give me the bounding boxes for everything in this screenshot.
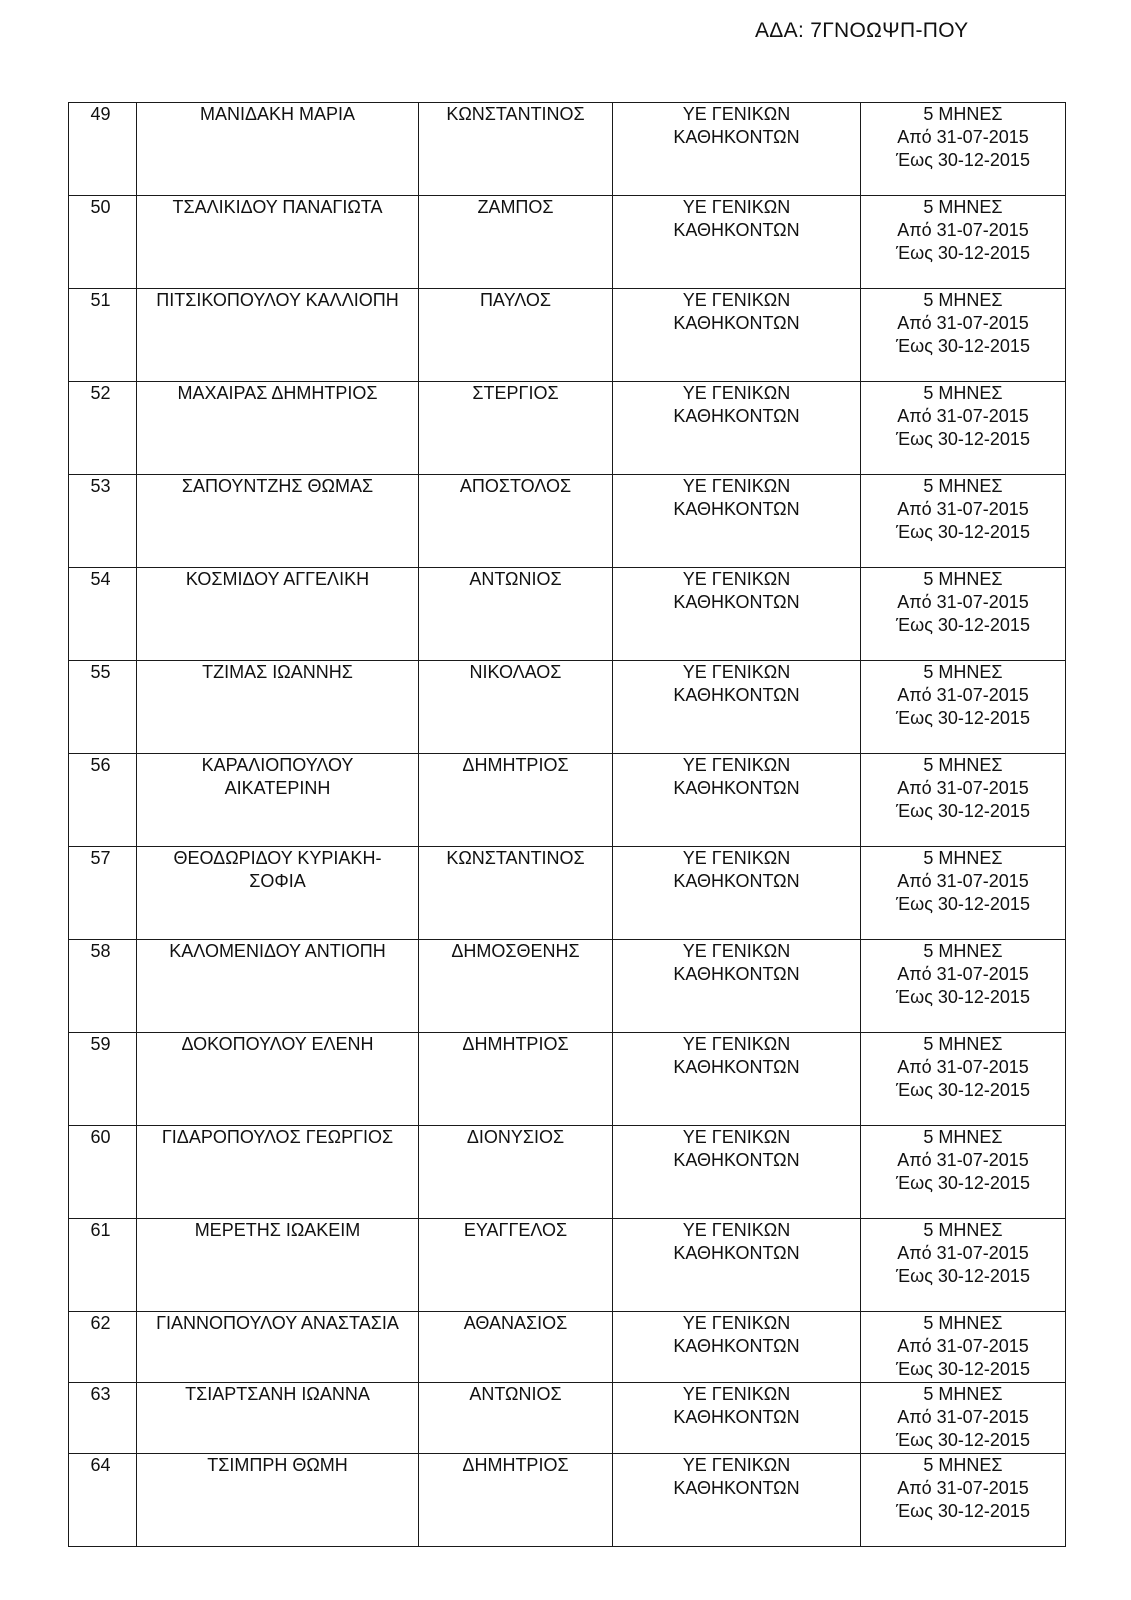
contract-start: Από 31-07-2015 bbox=[897, 1243, 1029, 1263]
specialty bbox=[613, 1219, 861, 1312]
contract-period bbox=[861, 1454, 1066, 1547]
row-number bbox=[69, 940, 137, 1033]
contract-duration: 5 ΜΗΝΕΣ bbox=[923, 383, 1003, 403]
specialty-line-1: ΥΕ ΓΕΝΙΚΩΝ bbox=[682, 290, 791, 310]
contract-period bbox=[861, 1219, 1066, 1312]
specialty bbox=[613, 847, 861, 940]
father-name-text: ΑΝΤΩΝΙΟΣ bbox=[469, 1384, 562, 1404]
contract-duration: 5 ΜΗΝΕΣ bbox=[923, 1384, 1003, 1404]
table-row bbox=[69, 1126, 1066, 1219]
row-number-text: 58 bbox=[90, 941, 111, 961]
specialty bbox=[613, 1033, 861, 1126]
employee-name bbox=[137, 103, 419, 196]
specialty-line-2: ΚΑΘΗΚΟΝΤΩΝ bbox=[673, 406, 800, 426]
father-name-text: ΔΗΜΟΣΘΕΝΗΣ bbox=[451, 941, 580, 961]
father-name bbox=[419, 196, 613, 289]
contract-start: Από 31-07-2015 bbox=[897, 871, 1029, 891]
father-name bbox=[419, 1383, 613, 1454]
contract-period bbox=[861, 1033, 1066, 1126]
specialty-line-1: ΥΕ ΓΕΝΙΚΩΝ bbox=[682, 662, 791, 682]
contract-period bbox=[861, 940, 1066, 1033]
contract-end: Έως 30-12-2015 bbox=[896, 801, 1030, 821]
specialty-line-1: ΥΕ ΓΕΝΙΚΩΝ bbox=[682, 848, 791, 868]
father-name-text: ΣΤΕΡΓΙΟΣ bbox=[472, 383, 559, 403]
contract-duration: 5 ΜΗΝΕΣ bbox=[923, 1034, 1003, 1054]
contract-period bbox=[861, 661, 1066, 754]
row-number-text: 52 bbox=[90, 383, 111, 403]
employee-name-text: ΤΣΙΜΠΡΗ ΘΩΜΗ bbox=[207, 1455, 348, 1475]
row-number bbox=[69, 382, 137, 475]
specialty-line-1: ΥΕ ΓΕΝΙΚΩΝ bbox=[682, 104, 791, 124]
specialty-line-2: ΚΑΘΗΚΟΝΤΩΝ bbox=[673, 127, 800, 147]
row-number bbox=[69, 1312, 137, 1383]
employee-name bbox=[137, 1454, 419, 1547]
contract-period bbox=[861, 847, 1066, 940]
specialty bbox=[613, 1312, 861, 1383]
employee-name-text: ΚΟΣΜΙΔΟΥ ΑΓΓΕΛΙΚΗ bbox=[185, 569, 370, 589]
table-row bbox=[69, 1312, 1066, 1383]
contract-start: Από 31-07-2015 bbox=[897, 778, 1029, 798]
contract-end: Έως 30-12-2015 bbox=[896, 429, 1030, 449]
employee-name bbox=[137, 196, 419, 289]
specialty-line-2: ΚΑΘΗΚΟΝΤΩΝ bbox=[673, 220, 800, 240]
contract-end: Έως 30-12-2015 bbox=[896, 708, 1030, 728]
specialty bbox=[613, 940, 861, 1033]
specialty-line-2: ΚΑΘΗΚΟΝΤΩΝ bbox=[673, 1336, 800, 1356]
contract-period bbox=[861, 382, 1066, 475]
contract-duration: 5 ΜΗΝΕΣ bbox=[923, 1127, 1003, 1147]
father-name-text: ΖΑΜΠΟΣ bbox=[477, 197, 554, 217]
specialty-line-2: ΚΑΘΗΚΟΝΤΩΝ bbox=[673, 313, 800, 333]
specialty bbox=[613, 1126, 861, 1219]
employee-name-text: ΚΑΛΟΜΕΝΙΔΟΥ ΑΝΤΙΟΠΗ bbox=[169, 941, 386, 961]
contract-duration: 5 ΜΗΝΕΣ bbox=[923, 197, 1003, 217]
specialty-line-1: ΥΕ ΓΕΝΙΚΩΝ bbox=[682, 383, 791, 403]
row-number bbox=[69, 847, 137, 940]
employee-table bbox=[68, 102, 1066, 1547]
contract-end: Έως 30-12-2015 bbox=[896, 150, 1030, 170]
employee-name-text: ΚΑΡΑΛΙΟΠΟΥΛΟΥ ΑΙΚΑΤΕΡΙΝΗ bbox=[201, 755, 354, 798]
father-name bbox=[419, 1219, 613, 1312]
table-row bbox=[69, 1033, 1066, 1126]
contract-end: Έως 30-12-2015 bbox=[896, 243, 1030, 263]
employee-name-text: ΠΙΤΣΙΚΟΠΟΥΛΟΥ ΚΑΛΛΙΟΠΗ bbox=[156, 290, 399, 310]
father-name-text: ΕΥΑΓΓΕΛΟΣ bbox=[463, 1220, 568, 1240]
specialty-line-1: ΥΕ ΓΕΝΙΚΩΝ bbox=[682, 1384, 791, 1404]
employee-name bbox=[137, 475, 419, 568]
specialty-line-2: ΚΑΘΗΚΟΝΤΩΝ bbox=[673, 1407, 800, 1427]
contract-duration: 5 ΜΗΝΕΣ bbox=[923, 104, 1003, 124]
father-name bbox=[419, 1312, 613, 1383]
specialty-line-1: ΥΕ ΓΕΝΙΚΩΝ bbox=[682, 569, 791, 589]
specialty-line-2: ΚΑΘΗΚΟΝΤΩΝ bbox=[673, 592, 800, 612]
employee-name-text: ΜΑΧΑΙΡΑΣ ΔΗΜΗΤΡΙΟΣ bbox=[177, 383, 378, 403]
contract-duration: 5 ΜΗΝΕΣ bbox=[923, 476, 1003, 496]
employee-name-text: ΣΑΠΟΥΝΤΖΗΣ ΘΩΜΑΣ bbox=[181, 476, 374, 496]
table-row bbox=[69, 661, 1066, 754]
table-row bbox=[69, 568, 1066, 661]
father-name bbox=[419, 289, 613, 382]
row-number bbox=[69, 1219, 137, 1312]
contract-start: Από 31-07-2015 bbox=[897, 1478, 1029, 1498]
contract-period bbox=[861, 1383, 1066, 1454]
contract-duration: 5 ΜΗΝΕΣ bbox=[923, 569, 1003, 589]
table-row bbox=[69, 1219, 1066, 1312]
contract-start: Από 31-07-2015 bbox=[897, 406, 1029, 426]
contract-end: Έως 30-12-2015 bbox=[896, 1359, 1030, 1379]
contract-end: Έως 30-12-2015 bbox=[896, 987, 1030, 1007]
specialty bbox=[613, 1454, 861, 1547]
contract-period bbox=[861, 568, 1066, 661]
contract-start: Από 31-07-2015 bbox=[897, 1150, 1029, 1170]
specialty-line-2: ΚΑΘΗΚΟΝΤΩΝ bbox=[673, 1057, 800, 1077]
row-number-text: 57 bbox=[90, 848, 111, 868]
contract-duration: 5 ΜΗΝΕΣ bbox=[923, 662, 1003, 682]
specialty-line-1: ΥΕ ΓΕΝΙΚΩΝ bbox=[682, 1220, 791, 1240]
row-number-text: 59 bbox=[90, 1034, 111, 1054]
contract-start: Από 31-07-2015 bbox=[897, 964, 1029, 984]
specialty-line-1: ΥΕ ΓΕΝΙΚΩΝ bbox=[682, 1313, 791, 1333]
specialty-line-2: ΚΑΘΗΚΟΝΤΩΝ bbox=[673, 685, 800, 705]
specialty bbox=[613, 1383, 861, 1454]
contract-end: Έως 30-12-2015 bbox=[896, 1430, 1030, 1450]
employee-name bbox=[137, 568, 419, 661]
employee-name bbox=[137, 1312, 419, 1383]
row-number bbox=[69, 568, 137, 661]
father-name-text: ΑΝΤΩΝΙΟΣ bbox=[469, 569, 562, 589]
specialty-line-1: ΥΕ ΓΕΝΙΚΩΝ bbox=[682, 1127, 791, 1147]
contract-period bbox=[861, 475, 1066, 568]
father-name bbox=[419, 103, 613, 196]
employee-name bbox=[137, 754, 419, 847]
table-row bbox=[69, 1383, 1066, 1454]
specialty-line-1: ΥΕ ΓΕΝΙΚΩΝ bbox=[682, 476, 791, 496]
row-number-text: 53 bbox=[90, 476, 111, 496]
contract-duration: 5 ΜΗΝΕΣ bbox=[923, 290, 1003, 310]
row-number bbox=[69, 1383, 137, 1454]
table-row bbox=[69, 382, 1066, 475]
employee-name-text: ΜΑΝΙΔΑΚΗ ΜΑΡΙΑ bbox=[199, 104, 356, 124]
contract-start: Από 31-07-2015 bbox=[897, 1336, 1029, 1356]
row-number-text: 56 bbox=[90, 755, 111, 775]
contract-end: Έως 30-12-2015 bbox=[896, 522, 1030, 542]
employee-name-text: ΓΙΔΑΡΟΠΟΥΛΟΣ ΓΕΩΡΓΙΟΣ bbox=[161, 1127, 394, 1147]
contract-duration: 5 ΜΗΝΕΣ bbox=[923, 941, 1003, 961]
contract-period bbox=[861, 289, 1066, 382]
row-number-text: 64 bbox=[90, 1455, 111, 1475]
contract-end: Έως 30-12-2015 bbox=[896, 1266, 1030, 1286]
specialty bbox=[613, 475, 861, 568]
row-number-text: 54 bbox=[90, 569, 111, 589]
row-number bbox=[69, 289, 137, 382]
employee-name-text: ΤΣΙΑΡΤΣΑΝΗ ΙΩΑΝΝΑ bbox=[185, 1384, 370, 1404]
father-name-text: ΚΩΝΣΤΑΝΤΙΝΟΣ bbox=[446, 104, 585, 124]
row-number-text: 50 bbox=[90, 197, 111, 217]
row-number-text: 49 bbox=[90, 104, 111, 124]
specialty bbox=[613, 754, 861, 847]
employee-name bbox=[137, 661, 419, 754]
contract-period bbox=[861, 103, 1066, 196]
specialty-line-1: ΥΕ ΓΕΝΙΚΩΝ bbox=[682, 1455, 791, 1475]
father-name bbox=[419, 1126, 613, 1219]
table-row bbox=[69, 847, 1066, 940]
table-row bbox=[69, 103, 1066, 196]
specialty-line-1: ΥΕ ΓΕΝΙΚΩΝ bbox=[682, 197, 791, 217]
row-number bbox=[69, 1454, 137, 1547]
contract-start: Από 31-07-2015 bbox=[897, 685, 1029, 705]
row-number-text: 51 bbox=[90, 290, 111, 310]
father-name-text: ΑΘΑΝΑΣΙΟΣ bbox=[463, 1313, 568, 1333]
employee-name-text: ΓΙΑΝΝΟΠΟΥΛΟΥ ΑΝΑΣΤΑΣΙΑ bbox=[156, 1313, 399, 1333]
row-number bbox=[69, 475, 137, 568]
father-name bbox=[419, 940, 613, 1033]
father-name-text: ΠΑΥΛΟΣ bbox=[479, 290, 552, 310]
row-number bbox=[69, 1126, 137, 1219]
father-name-text: ΔΙΟΝΥΣΙΟΣ bbox=[466, 1127, 565, 1147]
contract-duration: 5 ΜΗΝΕΣ bbox=[923, 1313, 1003, 1333]
row-number bbox=[69, 754, 137, 847]
contract-start: Από 31-07-2015 bbox=[897, 1407, 1029, 1427]
employee-name bbox=[137, 1383, 419, 1454]
father-name bbox=[419, 754, 613, 847]
father-name bbox=[419, 847, 613, 940]
specialty-line-2: ΚΑΘΗΚΟΝΤΩΝ bbox=[673, 1150, 800, 1170]
contract-end: Έως 30-12-2015 bbox=[896, 615, 1030, 635]
father-name-text: ΚΩΝΣΤΑΝΤΙΝΟΣ bbox=[446, 848, 585, 868]
employee-name-text: ΤΣΑΛΙΚΙΔΟΥ ΠΑΝΑΓΙΩΤΑ bbox=[172, 197, 383, 217]
specialty-line-2: ΚΑΘΗΚΟΝΤΩΝ bbox=[673, 1243, 800, 1263]
contract-end: Έως 30-12-2015 bbox=[896, 1080, 1030, 1100]
contract-duration: 5 ΜΗΝΕΣ bbox=[923, 1455, 1003, 1475]
employee-name bbox=[137, 1033, 419, 1126]
father-name-text: ΑΠΟΣΤΟΛΟΣ bbox=[459, 476, 572, 496]
specialty-line-2: ΚΑΘΗΚΟΝΤΩΝ bbox=[673, 499, 800, 519]
father-name-text: ΔΗΜΗΤΡΙΟΣ bbox=[462, 1034, 569, 1054]
contract-end: Έως 30-12-2015 bbox=[896, 1501, 1030, 1521]
row-number-text: 62 bbox=[90, 1313, 111, 1333]
employee-name bbox=[137, 1219, 419, 1312]
specialty bbox=[613, 382, 861, 475]
specialty bbox=[613, 661, 861, 754]
row-number-text: 61 bbox=[90, 1220, 111, 1240]
contract-start: Από 31-07-2015 bbox=[897, 499, 1029, 519]
employee-name bbox=[137, 382, 419, 475]
father-name-text: ΔΗΜΗΤΡΙΟΣ bbox=[462, 1455, 569, 1475]
contract-start: Από 31-07-2015 bbox=[897, 313, 1029, 333]
row-number bbox=[69, 1033, 137, 1126]
contract-start: Από 31-07-2015 bbox=[897, 1057, 1029, 1077]
contract-duration: 5 ΜΗΝΕΣ bbox=[923, 1220, 1003, 1240]
ada-code: ΑΔΑ: 7ΓΝΟΩΨΠ-ΠΟΥ bbox=[755, 19, 969, 42]
specialty-line-2: ΚΑΘΗΚΟΝΤΩΝ bbox=[673, 1478, 800, 1498]
table-row bbox=[69, 940, 1066, 1033]
table-row bbox=[69, 196, 1066, 289]
contract-period bbox=[861, 1126, 1066, 1219]
contract-duration: 5 ΜΗΝΕΣ bbox=[923, 755, 1003, 775]
table-row bbox=[69, 754, 1066, 847]
father-name bbox=[419, 475, 613, 568]
specialty-line-1: ΥΕ ΓΕΝΙΚΩΝ bbox=[682, 1034, 791, 1054]
employee-name bbox=[137, 289, 419, 382]
father-name bbox=[419, 661, 613, 754]
specialty bbox=[613, 196, 861, 289]
father-name bbox=[419, 1454, 613, 1547]
contract-period bbox=[861, 1312, 1066, 1383]
table-row bbox=[69, 1454, 1066, 1547]
contract-start: Από 31-07-2015 bbox=[897, 127, 1029, 147]
contract-period bbox=[861, 754, 1066, 847]
employee-name-text: ΤΖΙΜΑΣ ΙΩΑΝΝΗΣ bbox=[202, 662, 353, 682]
row-number bbox=[69, 661, 137, 754]
father-name bbox=[419, 1033, 613, 1126]
employee-name bbox=[137, 847, 419, 940]
employee-name-text: ΜΕΡΕΤΗΣ ΙΩΑΚΕΙΜ bbox=[194, 1220, 361, 1240]
contract-duration: 5 ΜΗΝΕΣ bbox=[923, 848, 1003, 868]
specialty-line-2: ΚΑΘΗΚΟΝΤΩΝ bbox=[673, 964, 800, 984]
table-body bbox=[69, 103, 1066, 1547]
father-name bbox=[419, 382, 613, 475]
specialty bbox=[613, 103, 861, 196]
specialty-line-1: ΥΕ ΓΕΝΙΚΩΝ bbox=[682, 755, 791, 775]
row-number-text: 60 bbox=[90, 1127, 111, 1147]
contract-period bbox=[861, 196, 1066, 289]
employee-name bbox=[137, 1126, 419, 1219]
contract-end: Έως 30-12-2015 bbox=[896, 336, 1030, 356]
row-number bbox=[69, 103, 137, 196]
father-name-text: ΝΙΚΟΛΑΟΣ bbox=[469, 662, 562, 682]
specialty bbox=[613, 289, 861, 382]
row-number-text: 55 bbox=[90, 662, 111, 682]
specialty-line-2: ΚΑΘΗΚΟΝΤΩΝ bbox=[673, 778, 800, 798]
specialty-line-2: ΚΑΘΗΚΟΝΤΩΝ bbox=[673, 871, 800, 891]
row-number bbox=[69, 196, 137, 289]
row-number-text: 63 bbox=[90, 1384, 111, 1404]
father-name-text: ΔΗΜΗΤΡΙΟΣ bbox=[462, 755, 569, 775]
contract-end: Έως 30-12-2015 bbox=[896, 894, 1030, 914]
employee-name-text: ΘΕΟΔΩΡΙΔΟΥ ΚΥΡΙΑΚΗ-ΣΟΦΙΑ bbox=[173, 848, 382, 891]
employee-name-text: ΔΟΚΟΠΟΥΛΟΥ ΕΛΕΝΗ bbox=[181, 1034, 374, 1054]
contract-end: Έως 30-12-2015 bbox=[896, 1173, 1030, 1193]
contract-start: Από 31-07-2015 bbox=[897, 220, 1029, 240]
employee-name bbox=[137, 940, 419, 1033]
specialty bbox=[613, 568, 861, 661]
table-row bbox=[69, 475, 1066, 568]
specialty-line-1: ΥΕ ΓΕΝΙΚΩΝ bbox=[682, 941, 791, 961]
father-name bbox=[419, 568, 613, 661]
table-row bbox=[69, 289, 1066, 382]
contract-start: Από 31-07-2015 bbox=[897, 592, 1029, 612]
